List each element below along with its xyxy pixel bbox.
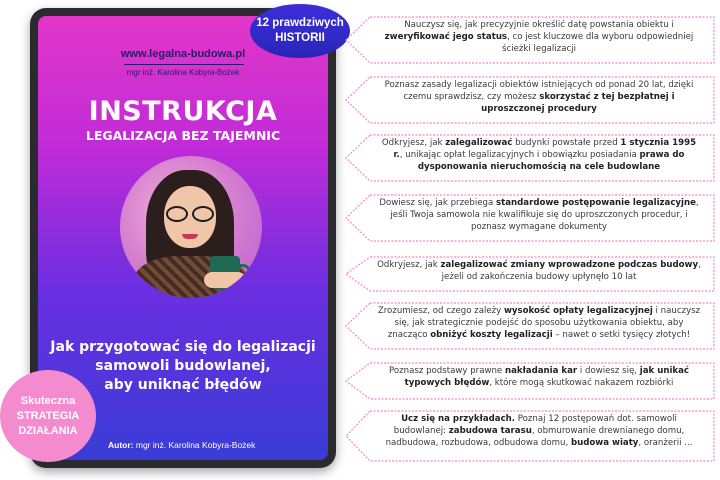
author-photo	[120, 156, 262, 298]
callout-1-bold-1: zweryfikować jego status	[384, 31, 508, 42]
stories-badge-line-2: HISTORII	[275, 32, 325, 44]
callout-8-bold-2: zabudowa tarasu	[448, 425, 532, 436]
callout-7	[344, 362, 716, 400]
stories-badge-line-1: 12 prawdziwych	[256, 17, 344, 29]
callout-8-bold-3: budowa wiaty	[570, 437, 639, 448]
callout-6-text-1: Zrozumiesz, od czego zależy	[377, 306, 504, 316]
author-top: mgr inż. Karolina Kobyra-Bożek	[126, 68, 240, 77]
photo-lips	[182, 234, 198, 239]
callout-3-bold-3: prawa do dysponowania nieruchomością na cele budowlane	[417, 149, 685, 172]
callout-4-bold-1: standardowe postępowanie legalizacyjne	[495, 198, 696, 208]
callout-3-bold-1: zalegalizować	[445, 138, 513, 148]
callout-5	[344, 256, 716, 292]
callout-8-text-2: Poznaj 12 postępowań dot. samowoli budowlanej:	[393, 414, 677, 436]
strategy-badge-line-1: Skuteczna	[20, 394, 76, 407]
callout-6-text-2: i nauczysz się, jak strategicznie podejść do sposobu użytkowania obiektu, aby znacząco	[387, 306, 701, 340]
callout-8-text-4: , oranżerii ...	[638, 437, 693, 448]
callout-4-text-1: Dowiesz się, jak przebiega	[379, 198, 496, 208]
callout-8-text-3: , obmurowanie drewnianego domu, nadbudowa, rozbudowa, odbudowa domu,	[385, 425, 685, 448]
callout-7-text-2: i dowiesz się,	[577, 366, 640, 376]
callout-5-text-1: Odkryjesz, jak	[377, 260, 441, 270]
headline-line-2: samowoli budowlanej,	[95, 358, 271, 374]
callout-4	[344, 194, 716, 242]
headline-line-1: Jak przygotować się do legalizacji	[50, 339, 316, 355]
photo-hand	[204, 272, 246, 288]
headline-line-3: aby uniknąć błędów	[104, 377, 262, 393]
callout-6-bold-2: obniżyć koszty legalizacji	[430, 329, 553, 340]
strategy-badge-line-3: DZIAŁANIA	[18, 424, 78, 437]
callout-7-text-1: Poznasz podstawy prawne	[389, 366, 505, 376]
callout-7-bold-2: jak unikać typowych błędów	[404, 366, 689, 388]
callout-7-text-3: , które mogą skutkować nakazem rozbiórki	[489, 377, 674, 388]
callout-3-text-1: Odkryjesz, jak	[381, 138, 446, 148]
callout-2-bold-1: skorzystać z tej bezpłatnej i uproszczonej procedury	[481, 91, 675, 114]
author-name: mgr inż. Karolina Kobyra-Bożek	[135, 440, 256, 450]
callout-1-text-2: , co jest kluczowe dla wyboru odpowiedniej ścieżki legalizacji	[502, 31, 694, 54]
callout-6-bold-1: wysokość opłaty legalizacyjnej	[503, 306, 653, 316]
callout-3-bold-2: 1 stycznia 1995 r.	[393, 138, 697, 160]
strategy-badge-line-2: STRATEGIA	[16, 409, 80, 422]
callout-8	[344, 410, 716, 462]
glasses-icon	[166, 206, 214, 220]
callout-3-text-2: budynki powstałe przed	[512, 138, 621, 148]
stories-badge	[250, 4, 350, 58]
callout-6-text-3: – nawet o setki tysięcy złotych!	[552, 329, 691, 340]
cover-subtitle: LEGALIZACJA BEZ TAJEMNIC	[85, 128, 281, 143]
callout-7-bold-1: nakładania kar	[504, 366, 578, 376]
callout-2	[344, 76, 716, 124]
author-label: Autor:	[108, 440, 134, 450]
callout-4-text-2: , jeśli Twoja samowola nie kwalifikuje się do uproszczonych procedur, i poznasz wymagane dokumenty	[390, 198, 699, 232]
author-bottom	[108, 440, 255, 450]
callout-2-text-1: Poznasz zasady legalizacji obiektów istniejących od ponad 20 lat, dzięki czemu sprawdzisz, czy możesz	[384, 80, 694, 102]
callout-5-text-2: , jeżeli od zakończenia budowy upłynęło 10 lat	[441, 260, 701, 282]
callout-6	[344, 302, 716, 350]
cover-headline	[48, 338, 318, 395]
callout-1-text-1: Nauczysz się, jak precyzyjnie określić datę powstania obiektu i	[404, 20, 674, 30]
site-underline	[124, 64, 244, 65]
cover-title: INSTRUKCJA	[88, 96, 278, 127]
callout-1	[344, 16, 716, 64]
callout-3	[344, 134, 716, 182]
callout-8-bold-1: Ucz się na przykładach.	[401, 414, 516, 424]
site-url: www.legalna-budowa.pl	[120, 48, 246, 60]
callout-5-bold-1: zalegalizować zmiany wprowadzone podczas budowy	[440, 260, 699, 270]
callout-3-text-3: , unikając opłat legalizacyjnych i obowiązku posiadania	[399, 149, 640, 160]
strategy-badge	[0, 370, 96, 462]
